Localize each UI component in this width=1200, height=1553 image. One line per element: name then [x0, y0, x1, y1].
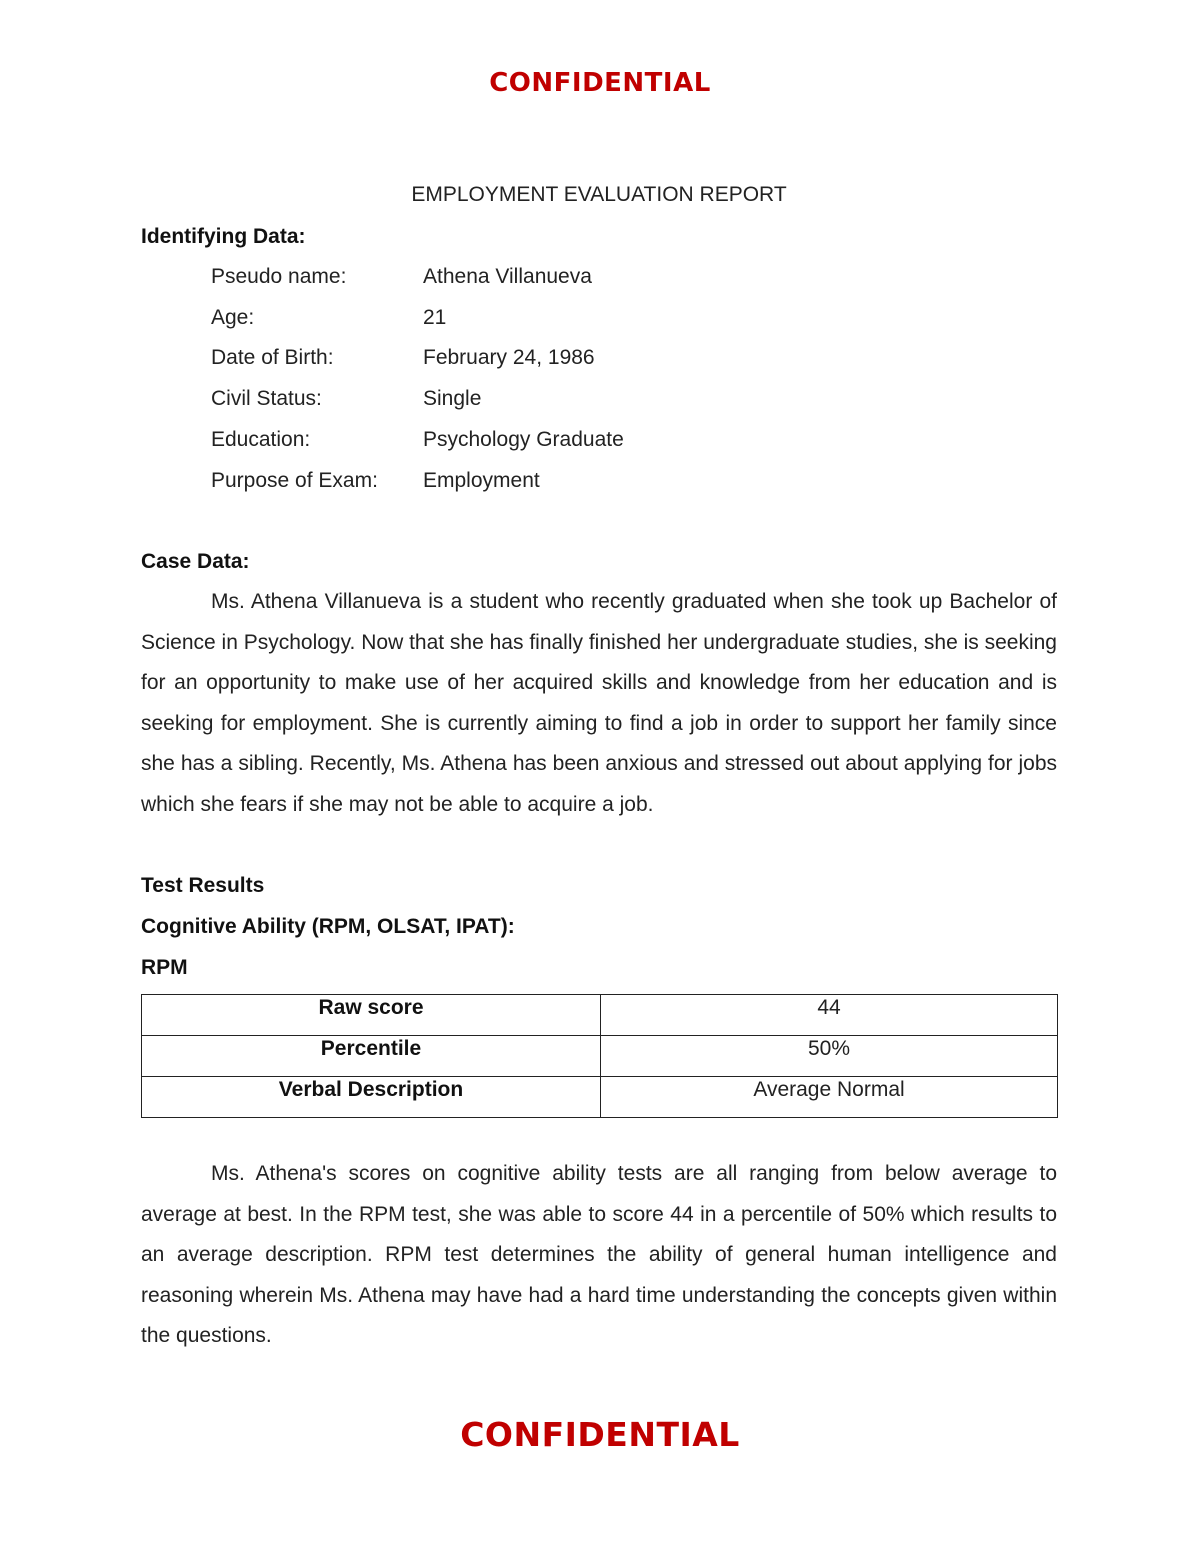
table-cell-key: Verbal Description — [142, 1077, 601, 1118]
table-cell-key: Percentile — [142, 1036, 601, 1077]
field-label: Date of Birth: — [211, 346, 334, 369]
field-value: Employment — [423, 469, 540, 492]
table-cell-value: 44 — [601, 995, 1058, 1036]
field-value: February 24, 1986 — [423, 346, 595, 369]
table-cell-value: Average Normal — [601, 1077, 1058, 1118]
table-cell-key: Raw score — [142, 995, 601, 1036]
table-row — [142, 1036, 1058, 1077]
field-value: Single — [423, 387, 482, 410]
identifying-data-heading: Identifying Data: — [141, 225, 306, 248]
field-label: Education: — [211, 428, 311, 451]
report-title: EMPLOYMENT EVALUATION REPORT — [411, 183, 787, 206]
confidential-header: CONFIDENTIAL — [489, 68, 711, 98]
table-row — [142, 1077, 1058, 1118]
rpm-summary-paragraph: Ms. Athena's scores on cognitive ability tests are all ranging from below average to average at best. In the RPM test, she was able to score 44 in a percentile of 50% which results to an average description. RPM test determines the ability of general human intelligence and reasoning wherein Ms. Athena may have had a hard time understanding the concepts given within the questions. — [141, 1162, 1057, 1348]
table-cell-value: 50% — [601, 1036, 1058, 1077]
field-value: 21 — [423, 306, 447, 329]
field-label: Age: — [211, 306, 255, 329]
field-label: Purpose of Exam: — [211, 469, 378, 492]
confidential-footer: CONFIDENTIAL — [460, 1415, 740, 1454]
rpm-heading: RPM — [141, 956, 188, 979]
field-label: Civil Status: — [211, 387, 322, 410]
field-value: Psychology Graduate — [423, 428, 624, 451]
case-data-heading: Case Data: — [141, 550, 250, 573]
rpm-results-table — [141, 994, 1058, 1118]
table-row — [142, 995, 1058, 1036]
test-results-heading: Test Results — [141, 874, 265, 897]
case-data-paragraph: Ms. Athena Villanueva is a student who recently graduated when she took up Bachelor of Science in Psychology. Now that she has finally finished her undergraduate studies, she is seeking for an opportunity to make use of her acquired skills and knowledge from her education and is seeking for employment. She is currently aiming to find a job in order to support her family since she has a sibling. Recently, Ms. Athena has been anxious and stressed out about applying for jobs which she fears if she may not be able to acquire a job. — [141, 590, 1057, 816]
field-label: Pseudo name: — [211, 265, 347, 288]
field-value: Athena Villanueva — [423, 265, 592, 288]
cognitive-ability-heading: Cognitive Ability (RPM, OLSAT, IPAT): — [141, 915, 515, 938]
